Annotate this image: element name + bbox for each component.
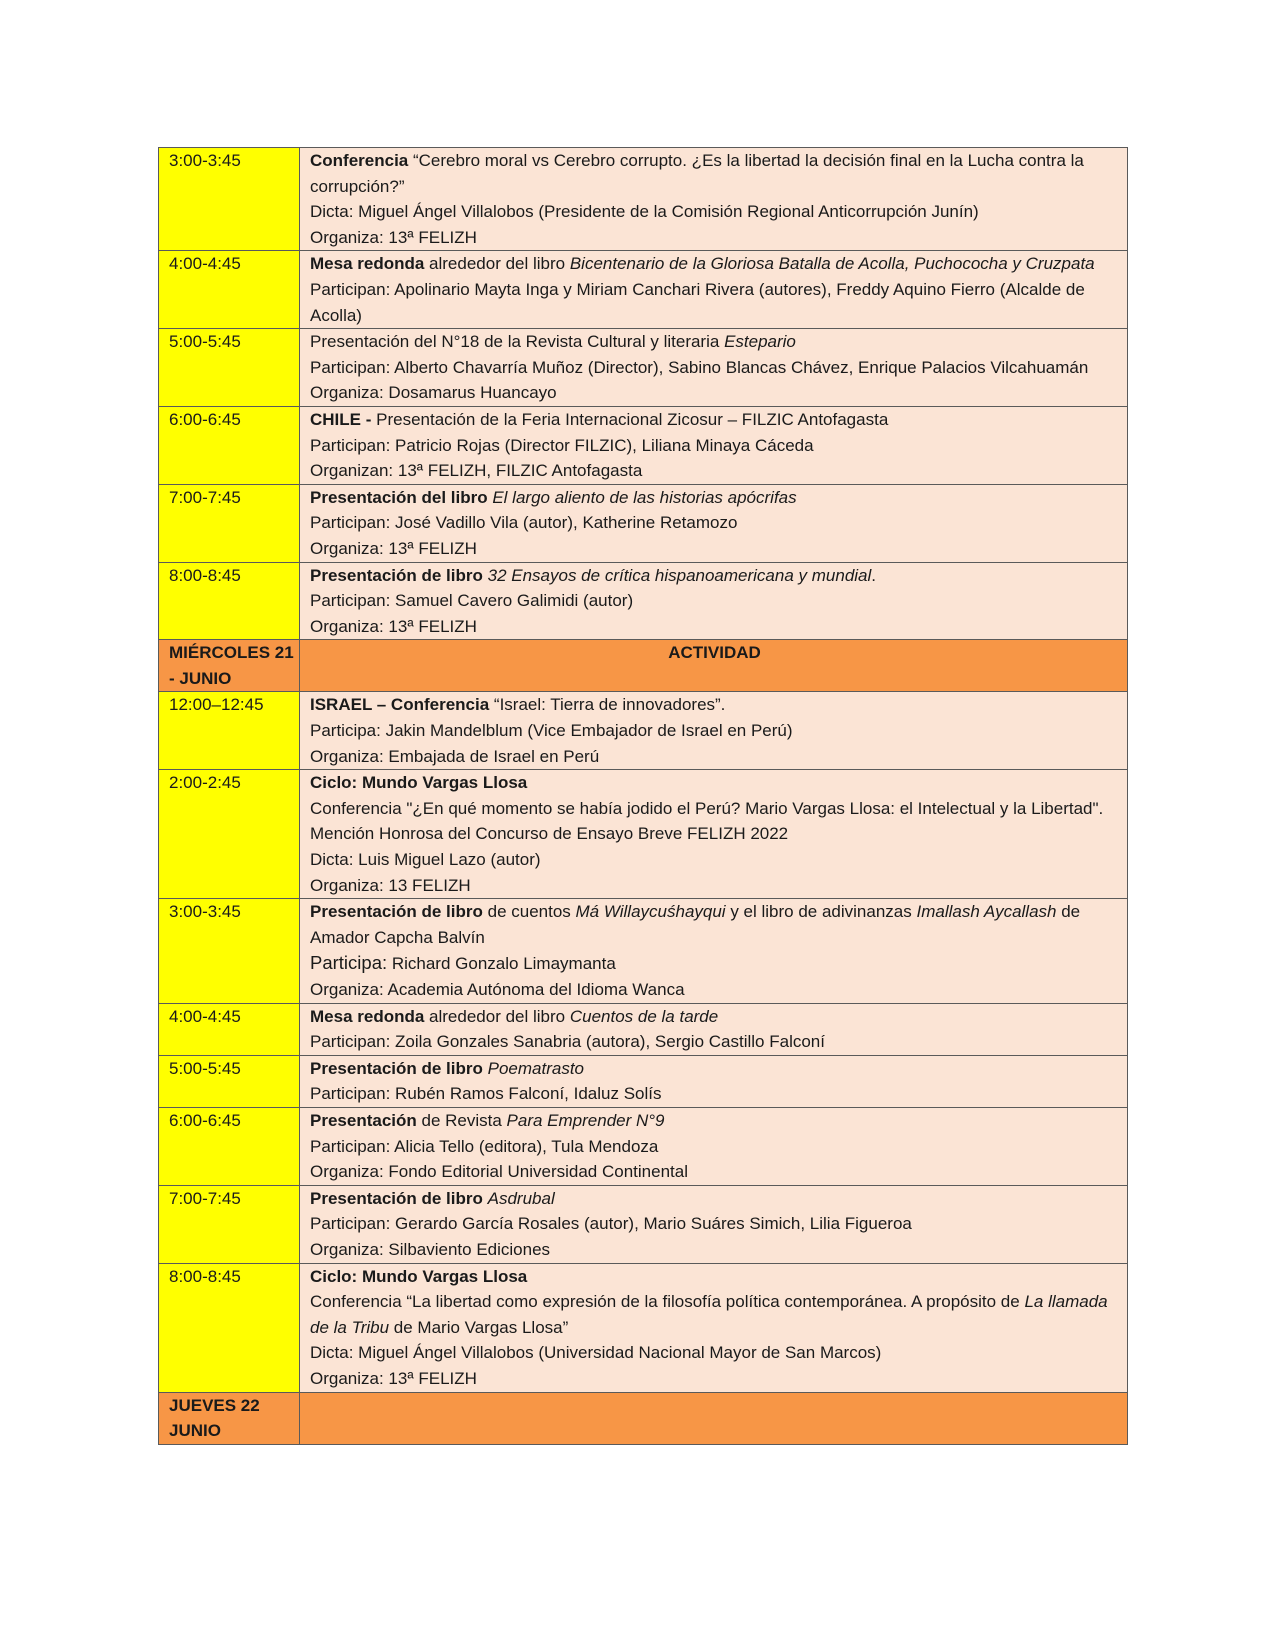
time-cell	[159, 251, 300, 329]
text-segment: Participan: Alicia Tello (editora), Tula Mendoza	[310, 1136, 659, 1156]
activity-line	[310, 1029, 1119, 1055]
time-cell	[159, 692, 300, 770]
time-cell	[159, 484, 300, 562]
activity-cell	[300, 1263, 1128, 1392]
text-segment: alrededor del libro	[424, 254, 570, 274]
text-segment: Dicta: Miguel Ángel Villalobos (Presidente de la Comisión Regional Anticorrupción Junín)	[310, 202, 979, 222]
text-segment: Presentación de libro	[310, 902, 483, 922]
text-segment: ISRAEL – Conferencia	[310, 695, 490, 715]
text-segment: Organiza: 13ª FELIZH	[310, 1368, 477, 1388]
table-row	[159, 1003, 1128, 1055]
activity-line	[310, 718, 1119, 744]
text-segment: de cuentos	[482, 902, 576, 922]
activity-line	[310, 614, 1119, 640]
text-segment: Presentación del libro	[310, 487, 488, 507]
activity-line	[310, 873, 1119, 899]
text-segment: Organiza: 13ª FELIZH	[310, 538, 477, 558]
text-segment: Participan: Zoila Gonzales Sanabria (autora), Sergio Castillo Falconí	[310, 1032, 825, 1052]
activity-header-label: ACTIVIDAD	[668, 643, 761, 663]
activity-line	[310, 199, 1119, 225]
text-segment: Richard Gonzalo Limaymanta	[387, 954, 616, 974]
table-row	[159, 899, 1128, 1003]
activity-cell	[300, 1003, 1128, 1055]
text-segment: de Amador Capcha Balvín	[310, 902, 1081, 947]
activity-line	[310, 796, 1119, 847]
activity-line	[310, 251, 1119, 277]
text-segment: Presentación de libro	[310, 1058, 483, 1078]
activity-line	[310, 485, 1119, 511]
text-segment: Imallash Aycallash	[916, 902, 1057, 922]
activity-line	[310, 433, 1119, 459]
activity-cell	[300, 562, 1128, 640]
time-slot: 4:00-4:45	[169, 1006, 241, 1026]
text-segment: La llamada de la Tribu	[310, 1292, 1108, 1337]
day-label: JUEVES 22 JUNIO	[169, 1395, 260, 1441]
table-row	[159, 692, 1128, 770]
table-row	[159, 148, 1128, 251]
activity-line	[310, 1186, 1119, 1212]
time-slot: 6:00-6:45	[169, 1110, 241, 1130]
activity-cell	[300, 899, 1128, 1003]
text-segment: “Israel: Tierra de innovadores”.	[489, 695, 726, 715]
time-slot: 2:00-2:45	[169, 773, 241, 793]
text-segment: Organiza: Silbaviento Ediciones	[310, 1239, 551, 1259]
time-cell	[159, 1185, 300, 1263]
text-segment: Poematrasto	[487, 1058, 585, 1078]
activity-line	[310, 588, 1119, 614]
activity-line	[310, 510, 1119, 536]
time-cell	[159, 1055, 300, 1107]
activity-line	[310, 1056, 1119, 1082]
text-segment: Presentación	[310, 1110, 417, 1130]
text-segment: Cuentos de la tarde	[569, 1006, 719, 1026]
activity-line	[310, 692, 1119, 718]
time-slot: 8:00-8:45	[169, 1266, 241, 1286]
table-row	[159, 1055, 1128, 1107]
activity-line	[310, 355, 1119, 381]
text-segment: Bicentenario de la Gloriosa Batalla de Acolla, Puchococha y Cruzpata	[569, 254, 1095, 274]
activity-line	[310, 329, 1119, 355]
text-segment: Conferencia “La libertad como expresión de la filosofía política contemporánea. A propósito de	[310, 1292, 1025, 1312]
text-segment: Presentación de libro	[310, 1188, 483, 1208]
text-segment: Para Emprender N°9	[506, 1110, 665, 1130]
activity-line	[310, 380, 1119, 406]
activity-line	[310, 1108, 1119, 1134]
table-row	[159, 406, 1128, 484]
table-row	[159, 1107, 1128, 1185]
text-segment: de Revista	[416, 1110, 507, 1130]
activity-line	[310, 1366, 1119, 1392]
table-row	[159, 770, 1128, 899]
text-segment: Participan: Samuel Cavero Galimidi (autor)	[310, 591, 634, 611]
day-header-row	[159, 640, 1128, 692]
text-segment: Participan: Patricio Rojas (Director FILZIC), Liliana Minaya Cáceda	[310, 435, 814, 455]
activity-line	[310, 1340, 1119, 1366]
table-row	[159, 562, 1128, 640]
text-segment: Participa:	[310, 952, 388, 974]
text-segment: El largo aliento de las historias apócrifas	[492, 487, 797, 507]
activity-cell	[300, 1185, 1128, 1263]
text-segment: Organiza: Fondo Editorial Universidad Continental	[310, 1162, 688, 1182]
text-segment: Má Willaycuśhayqui	[575, 902, 726, 922]
time-cell	[159, 770, 300, 899]
text-segment: Organiza: 13 FELIZH	[310, 875, 471, 895]
time-cell	[159, 148, 300, 251]
activity-cell	[300, 329, 1128, 407]
text-segment: Presentación de la Feria Internacional Zicosur – FILZIC Antofagasta	[371, 409, 889, 429]
time-slot: 3:00-3:45	[169, 902, 241, 922]
activity-header-cell	[300, 1392, 1128, 1444]
text-segment: Participan: Apolinario Mayta Inga y Miriam Canchari Rivera (autores), Freddy Aquino Fierro (Alcalde de Acolla)	[310, 279, 1085, 325]
text-segment: Participan: Alberto Chavarría Muñoz (Director), Sabino Blancas Chávez, Enrique Palacios Vilcahuamán	[310, 357, 1089, 377]
activity-line	[310, 977, 1119, 1003]
schedule-table	[158, 147, 1128, 1445]
table-row	[159, 1263, 1128, 1392]
table-row	[159, 484, 1128, 562]
activity-line	[310, 1264, 1119, 1290]
time-cell	[159, 1263, 300, 1392]
text-segment: Asdrubal	[487, 1188, 555, 1208]
activity-line	[310, 225, 1119, 251]
text-segment: Presentación de libro	[310, 565, 483, 585]
activity-line	[310, 1134, 1119, 1160]
text-segment: Mesa redonda	[310, 1006, 425, 1026]
text-segment: Organiza: Embajada de Israel en Perú	[310, 746, 600, 766]
time-cell	[159, 899, 300, 1003]
text-segment: Mesa redonda	[310, 254, 425, 274]
text-segment: Dicta: Luis Miguel Lazo (autor)	[310, 850, 541, 870]
time-slot: 5:00-5:45	[169, 1058, 241, 1078]
day-label: MIÉRCOLES 21 - JUNIO	[169, 643, 294, 688]
activity-line	[310, 847, 1119, 873]
time-cell	[159, 406, 300, 484]
activity-cell	[300, 484, 1128, 562]
activity-cell	[300, 251, 1128, 329]
activity-line	[310, 277, 1119, 328]
activity-line	[310, 1159, 1119, 1185]
text-segment: “Cerebro moral vs Cerebro corrupto. ¿Es la libertad la decisión final en la Lucha contra la corrupción?”	[310, 151, 1084, 196]
day-label-cell	[159, 640, 300, 692]
activity-line	[310, 1289, 1119, 1340]
activity-cell	[300, 406, 1128, 484]
text-segment: Participa: Jakin Mandelblum (Vice Embajador de Israel en Perú)	[310, 721, 793, 741]
activity-line	[310, 1004, 1119, 1030]
activity-line	[310, 536, 1119, 562]
text-segment: Conferencia	[310, 151, 409, 170]
text-segment: .	[871, 565, 877, 585]
activity-line	[310, 899, 1119, 950]
text-segment: Participan: Gerardo García Rosales (autor), Mario Suáres Simich, Lilia Figueroa	[310, 1214, 912, 1234]
time-cell	[159, 562, 300, 640]
activity-cell	[300, 770, 1128, 899]
activity-cell	[300, 692, 1128, 770]
activity-line	[310, 744, 1119, 770]
activity-cell	[300, 1107, 1128, 1185]
activity-line	[310, 458, 1119, 484]
activity-cell	[300, 148, 1128, 251]
activity-line	[310, 1081, 1119, 1107]
day-header-row	[159, 1392, 1128, 1444]
activity-line	[310, 1211, 1119, 1237]
activity-line	[310, 407, 1119, 433]
text-segment: Ciclo: Mundo Vargas Llosa	[310, 773, 528, 793]
schedule-body	[159, 148, 1128, 1445]
activity-line	[310, 1237, 1119, 1263]
table-row	[159, 1185, 1128, 1263]
activity-line	[310, 950, 1119, 977]
text-segment: Conferencia "¿En qué momento se había jodido el Perú? Mario Vargas Llosa: el Intelectual y la Libertad". Mención Honrosa del Concurso de Ensayo Breve FELIZH 2022	[310, 798, 1104, 844]
text-segment: Dicta: Miguel Ángel Villalobos (Universidad Nacional Mayor de San Marcos)	[310, 1343, 882, 1363]
time-slot: 4:00-4:45	[169, 254, 241, 274]
time-slot: 7:00-7:45	[169, 1188, 241, 1208]
time-slot: 3:00-3:45	[169, 151, 241, 170]
time-slot: 6:00-6:45	[169, 409, 241, 429]
time-slot: 7:00-7:45	[169, 487, 241, 507]
text-segment: Organiza: Academia Autónoma del Idioma Wanca	[310, 980, 685, 999]
activity-line	[310, 148, 1119, 199]
text-segment: Participan: Rubén Ramos Falconí, Idaluz Solís	[310, 1084, 662, 1104]
text-segment: Estepario	[724, 332, 796, 352]
activity-line	[310, 563, 1119, 589]
text-segment: y el libro de adivinanzas	[725, 902, 917, 922]
text-segment: Organiza: Dosamarus Huancayo	[310, 383, 557, 403]
text-segment: Participan: José Vadillo Vila (autor), Katherine Retamozo	[310, 513, 738, 533]
time-slot: 12:00–12:45	[169, 695, 264, 715]
time-slot: 8:00-8:45	[169, 565, 241, 585]
activity-line	[310, 770, 1119, 796]
table-row	[159, 251, 1128, 329]
day-label-cell	[159, 1392, 300, 1444]
time-slot: 5:00-5:45	[169, 332, 241, 352]
time-cell	[159, 1107, 300, 1185]
table-row	[159, 329, 1128, 407]
text-segment: Ciclo: Mundo Vargas Llosa	[310, 1266, 528, 1286]
time-cell	[159, 1003, 300, 1055]
text-segment: alrededor del libro	[424, 1006, 570, 1026]
activity-header-cell	[300, 640, 1128, 692]
text-segment: CHILE -	[310, 409, 372, 429]
text-segment: 32 Ensayos de crítica hispanoamericana y mundial	[487, 565, 872, 585]
activity-cell	[300, 1055, 1128, 1107]
text-segment: Organizan: 13ª FELIZH, FILZIC Antofagasta	[310, 461, 643, 481]
text-segment: Organiza: 13ª FELIZH	[310, 227, 477, 247]
text-segment: Organiza: 13ª FELIZH	[310, 616, 477, 636]
text-segment: Presentación del N°18 de la Revista Cultural y literaria	[310, 332, 725, 352]
text-segment: de Mario Vargas Llosa”	[389, 1317, 569, 1337]
time-cell	[159, 329, 300, 407]
